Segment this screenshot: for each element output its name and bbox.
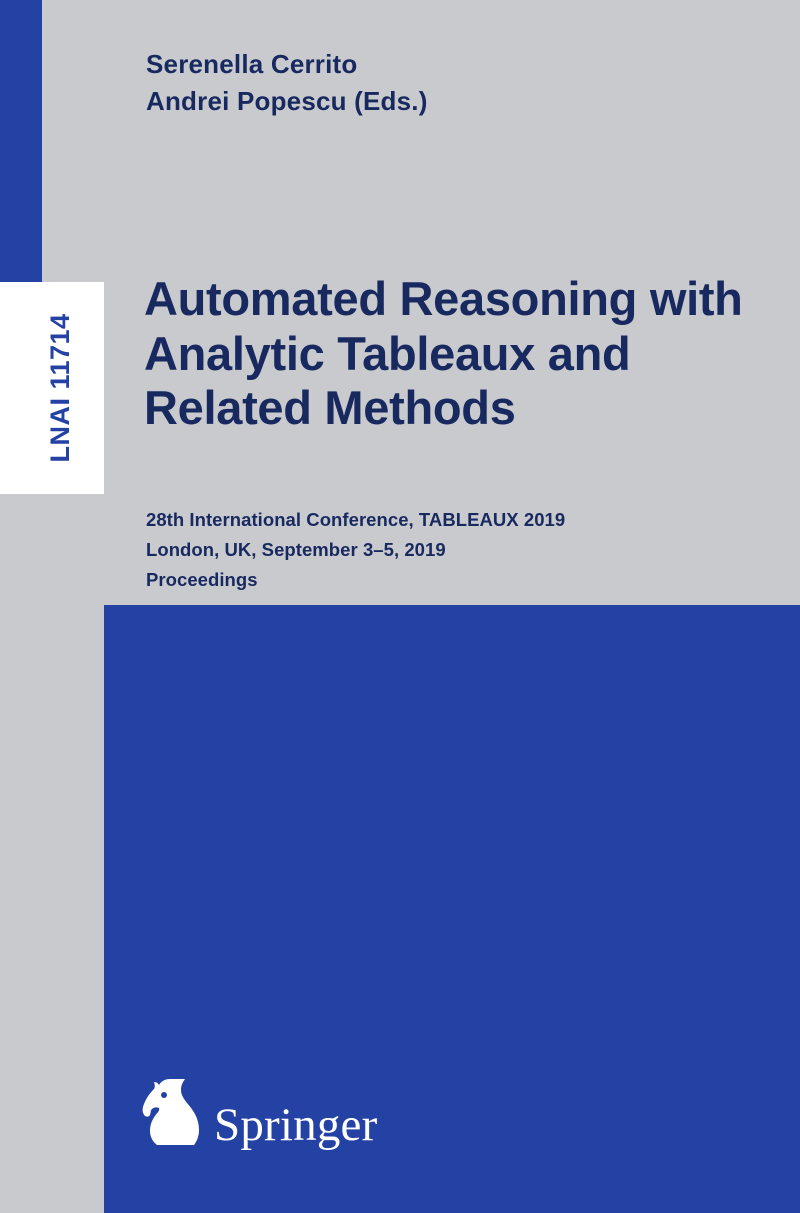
publisher-logo — [140, 1077, 377, 1155]
subtitle-line-3: Proceedings — [146, 568, 258, 590]
subtitle-line-2: London, UK, September 3–5, 2019 — [146, 538, 446, 560]
editors-block — [146, 46, 428, 120]
page-title: Automated Reasoning with Analytic Tableaux and Related Methods — [144, 272, 743, 435]
series-label: LNAI 11714 — [44, 313, 75, 463]
subtitle-line-1: 28th International Conference, TABLEAUX 2019 — [146, 509, 566, 530]
left-blue-band — [0, 0, 42, 282]
subtitle-block — [146, 505, 766, 595]
publisher-name: Springer — [214, 1099, 378, 1151]
series-white-strip — [0, 282, 104, 494]
springer-knight-icon — [140, 1077, 202, 1155]
editor-line-2: Andrei Popescu (Eds.) — [146, 85, 428, 116]
left-grey-band — [0, 494, 104, 1213]
editor-line-1: Serenella Cerrito — [146, 49, 358, 79]
